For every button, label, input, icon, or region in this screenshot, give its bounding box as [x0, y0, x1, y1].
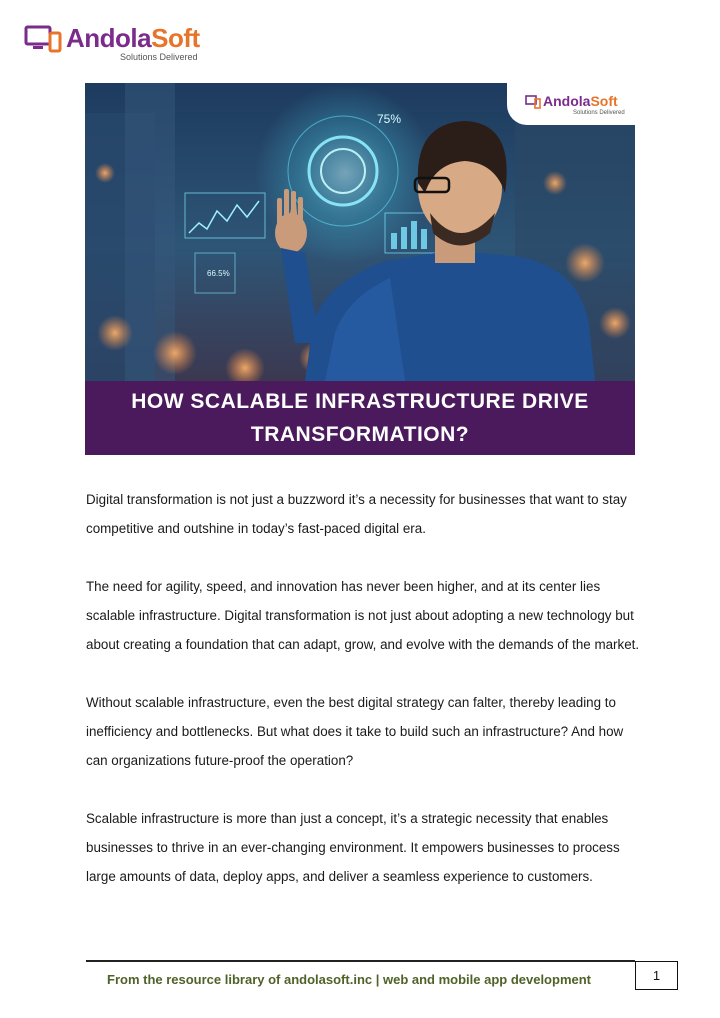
article-body [86, 485, 646, 920]
logo-tagline: Solutions Delivered [120, 52, 198, 62]
hero-title: HOW SCALABLE INFRASTRUCTURE DRIVE TRANSFORMATION? [131, 390, 589, 446]
paragraph: Scalable infrastructure is more than just a concept, it’s a strategic necessity that enables businesses to thrive in an ever-changing environment. It empowers businesses to process large amounts of data, deploy apps, and deliver a seamless experience to customers. [86, 811, 620, 884]
hero-logo-badge [507, 83, 635, 125]
logo-wordmark: AndolaSoft [66, 23, 200, 53]
paragraph: Without scalable infrastructure, even the best digital strategy can falter, thereby leading to inefficiency and bottlenecks. But what does it take to build such an infrastructure? And how can organizations future-proof the operation? [86, 695, 624, 768]
devices-logo-icon [24, 24, 64, 54]
hud-percent-left: 66.5% [207, 269, 230, 278]
hero-image [85, 83, 635, 455]
hero-title-banner [85, 381, 635, 455]
hero-badge-tagline: Solutions Delivered [573, 110, 625, 116]
hero-illustration [85, 83, 635, 381]
company-logo [24, 22, 204, 64]
hero-badge-wordmark: AndolaSoft [543, 93, 618, 109]
devices-logo-icon [525, 95, 541, 109]
footer-text: From the resource library of andolasoft.inc | web and mobile app development [107, 972, 592, 987]
footer-divider [86, 960, 635, 962]
paragraph: Digital transformation is not just a buzzword it’s a necessity for businesses that want to stay competitive and outshine in today’s fast-paced digital era. [86, 492, 627, 536]
page-number: 1 [635, 961, 678, 990]
hud-percent-top: 75% [377, 112, 402, 126]
paragraph: The need for agility, speed, and innovation has never been higher, and at its center lies scalable infrastructure. Digital transformation is not just about adopting a new technology but about creating a foundation that can adapt, grow, and evolve with the demands of the market. [86, 579, 640, 652]
